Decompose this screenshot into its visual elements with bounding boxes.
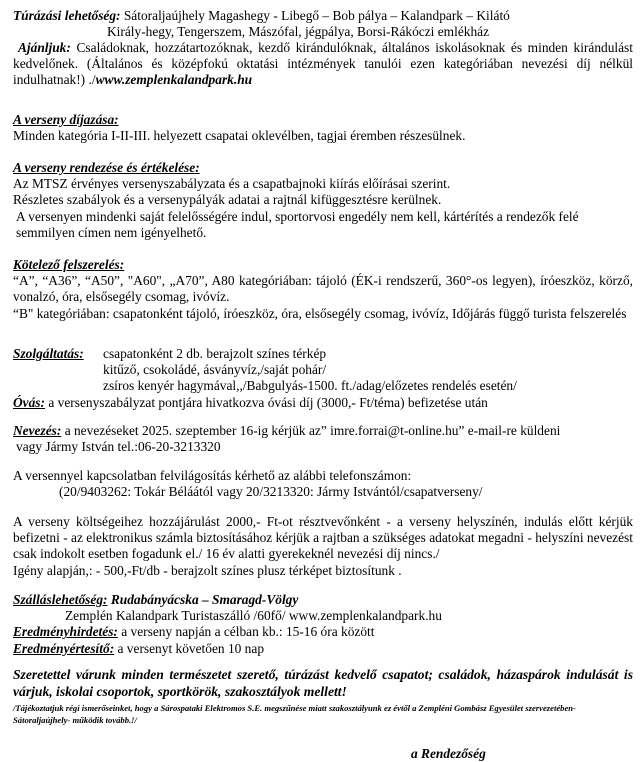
szolgaltatas-section <box>13 346 633 411</box>
rendezes-line2: Részletes szabályok és a versenypályák adatai a rajtnál kifüggesztésre kerülnek. <box>13 192 442 208</box>
turazas-line2: Király-hegy, Tengerszem, Mászófal, jégpálya, Borsi-Rákóczi emlékház <box>107 24 490 40</box>
szolgaltatas-label: Szolgáltatás: <box>13 346 84 361</box>
felszereles-line1: “A”, “A36”, “A50”, "A60", „A70”, A80 kategóriában: tájoló (ÉK-i rendszerű, 360°-os legyen), íróeszköz, körző, vonalzó, óra, elsősegély csomag, ivóvíz. <box>13 273 633 305</box>
info-line2: (20/9403262: Tokár Béláától vagy 20/3213320: Jármy Istvántól/csapatverseny/ <box>59 484 483 500</box>
dijazas-heading: A verseny díjazása: <box>13 112 119 127</box>
ajanljuk-link-prefix: ./ <box>88 72 96 88</box>
closing-text: Szeretettel várunk minden természetet szerető, túrázást kedvelő csapatot; családok, házaspárok indulását is várjuk, iskolai csoportok, sportkörök, szakosztályok mellett! <box>13 667 633 699</box>
felszereles-section <box>13 257 633 322</box>
ajanljuk-text: Családoknak, hozzátartozóknak, kezdő kirándulóknak, általános iskolásoknak és minden kirándulást kedvelőnek. (Általános és középfokú oktatási intézmények tanulói ezen kategóriában nevezési díj nélkül indulhatnak!) <box>13 40 633 88</box>
rendezes-line3: A versenyen mindenki saját felelősségére indul, sportorvosi engedély nem kell, kártérítés a rendezők felé semmilyen címen nem igényelhető. <box>16 208 579 240</box>
szallas-value: Rudabányácska – Smaragd-Völgy <box>110 592 299 607</box>
nevezes-section <box>13 423 633 455</box>
szolgaltatas-line1: csapatonként 2 db. berajzolt színes térkép <box>103 346 327 361</box>
ajanljuk-label: Ajánljuk: <box>18 40 71 55</box>
szallas-line2: Zemplén Kalandpark Turistaszálló /60fő/ www.zemplenkalandpark.hu <box>65 608 442 624</box>
koltseg-line2: Igény alapján,: - 500,-Ft/db - berajzolt színes plusz térképet biztosítunk . <box>13 562 402 578</box>
ovas-label: Óvás: <box>13 394 45 410</box>
szolgaltatas-line2: kitűző, csokoládé, ásványvíz,/saját pohár/ <box>103 362 327 378</box>
closing-section <box>13 666 633 726</box>
eredmenyertesito-label: Eredményértesítő: <box>13 640 115 656</box>
closing-note: /Tájékoztatjuk régi ismerőseinket, hogy a Sárospataki Elektromos S.E. megszűnése miatt szakosztályunk ez évtől a Zempléni Gombász Egyesület szervezetében-Sátoraljaújhely- működik tovább.!/ <box>13 703 576 725</box>
koltseg-text: A verseny költségeihez hozzájárulást 2000,- Ft-ot résztvevőnként - a verseny helyszínén, indulás előtt kérjük befizetni - az elektronikus számla biztosításához kérjük a rajtban a szükséges adatokat megadni - helyszíni nevezést csak indokolt esetben fogadunk el./ 16 év alatti gyerekeknél nevezési díj nincs./ <box>13 514 633 562</box>
ovas-text: a versenyszabályzat pontjára hivatkozva óvási díj (3000,- Ft/téma) befizetése után <box>48 394 488 410</box>
info-line1: A versennyel kapcsolatban felvilágosítás kérhető az alábbi telefonszámon: <box>13 468 412 483</box>
signature: a Rendezőség <box>411 746 486 761</box>
eredmenyhirdetes-label: Eredményhirdetés: <box>13 624 118 640</box>
nevezes-line1: a nevezéseket 2025. szeptember 16-ig kérjük az” imre.forrai@t-online.hu” e-mail-re küldeni <box>64 423 561 438</box>
nevezes-label: Nevezés: <box>13 423 62 438</box>
felszereles-heading: Kötelező felszerelés: <box>13 257 125 272</box>
turazas-label: Túrázási lehetőség: <box>13 8 121 23</box>
nevezes-line2: vagy Jármy István tel.:06-20-3213320 <box>16 439 221 455</box>
rendezes-section <box>13 160 633 241</box>
eredmenyhirdetes-text: a verseny napján a célban kb.: 15-16 óra között <box>121 624 375 640</box>
felszereles-line2: “B" kategóriában: csapatonként tájoló, íróeszköz, óra, elsősegély csomag, ivóvíz, Időjárás függő turista felszerelés <box>13 305 627 321</box>
dijazas-section <box>13 112 633 144</box>
rendezes-line1: Az MTSZ érvényes versenyszabályzata és a csapatbajnoki kiírás előírásai szerint. <box>13 176 451 192</box>
turazas-line1: Sátoraljaújhely Magashegy - Libegő – Bob pálya – Kalandpark – Kilátó <box>123 8 510 23</box>
rendezes-heading: A verseny rendezése és értékelése: <box>13 160 200 175</box>
szallas-section <box>13 592 633 657</box>
turazas-section <box>13 8 633 40</box>
dijazas-text: Minden kategória I-II-III. helyezett csapatai oklevélben, tagjai éremben részesülnek. <box>13 128 466 144</box>
eredmenyertesito-text: a versenyt követően 10 nap <box>117 640 265 656</box>
ajanljuk-section <box>13 40 633 89</box>
ajanljuk-link[interactable]: www.zemplenkalandpark.hu <box>95 72 253 88</box>
szallas-label: Szálláslehetőség: <box>13 592 108 607</box>
info-section <box>13 468 633 500</box>
szolgaltatas-line3: zsíros kenyér hagymával,,/Babgulyás-1500. ft./adag/előzetes rendelés esetén/ <box>103 378 517 394</box>
koltseg-section <box>13 514 633 579</box>
